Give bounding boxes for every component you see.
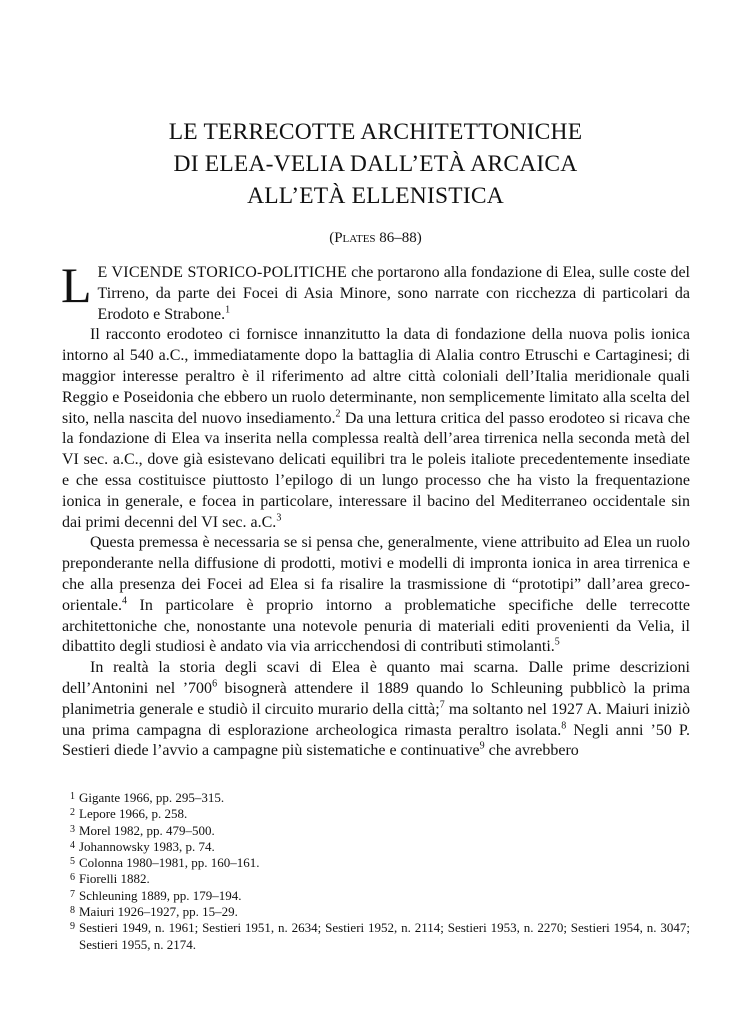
lead-in: E VICENDE STORICO-POLITICHE	[97, 264, 347, 281]
paragraph-3-text-b: In particolare è proprio intorno a problematiche specifiche delle terrecotte architettoniche che, nonostante una notevole penuria di materiali editi provenienti da Velia, il dibattito degli studiosi è andato via via arricchendosi di contributi stimolanti.	[62, 596, 690, 656]
footnote-ref-5[interactable]: 5	[554, 637, 560, 649]
footnote-text: Sestieri 1949, n. 1961; Sestieri 1951, n. 2634; Sestieri 1952, n. 2114; Sestieri 1953, n. 2270; Sestieri 1954, n. 3047; Sestieri 1955, n. 2174.	[79, 920, 690, 952]
article-title	[60, 116, 691, 212]
plates-reference: (Plates 86–88)	[329, 230, 422, 246]
paragraph-4	[62, 658, 690, 762]
footnote-text: Morel 1982, pp. 479–500.	[79, 822, 215, 838]
paragraph-1	[61, 257, 690, 325]
title-line-1: LE TERRECOTTE ARCHITETTONICHE	[168, 119, 583, 145]
paragraph-2-text-a: Il racconto erodoteo ci fornisce innanzitutto la data di fondazione della nuova polis ionica intorno al 540 a.C., immediatamente dopo la battaglia di Alalia contro Etruschi e Cartaginesi; di maggior interesse peraltro è il riferimento ad altre città coloniali dell’Italia meridionale quali Reggio e Poseidonia che ebbero un ruolo determinante, non semplicemente limitato alla scelta del sito, nella nascita del nuovo insediamento.	[62, 326, 690, 427]
footnote-number: 9	[70, 921, 75, 933]
footnote-ref-3[interactable]: 3	[276, 512, 282, 524]
footnote-text: Gigante 1966, pp. 295–315.	[79, 790, 225, 805]
footnote-number: 5	[70, 856, 75, 868]
footnote-text: Maiuri 1926–1927, pp. 15–29.	[79, 904, 238, 920]
paragraph-4-text-d: Negli anni ’50 P. Sestieri diede l’avvio a campagne più sistematiche e continuative	[62, 721, 691, 760]
footnote-text: Schleuning 1889, pp. 179–194.	[79, 887, 242, 903]
footnote	[62, 920, 690, 953]
footnote-ref-2[interactable]: 2	[335, 408, 341, 420]
footnote	[62, 823, 690, 839]
footnote-number: 8	[70, 905, 75, 917]
footnote	[62, 839, 690, 855]
title-line-2: DI ELEA-VELIA DALL’ETÀ ARCAICA	[173, 151, 578, 177]
footnote-number: 6	[70, 872, 75, 884]
paragraph-4-text-e: che avrebbero	[484, 742, 579, 760]
footnote-number: 4	[70, 839, 75, 851]
paragraph-4-text-c: ma soltanto nel 1927 A. Maiuri iniziò una prima campagna di esplorazione archeologica rimasta peraltro isolata.	[62, 700, 690, 739]
footnote-number: 3	[70, 823, 75, 835]
footnotes	[62, 790, 690, 953]
footnote-ref-6[interactable]: 6	[212, 678, 218, 690]
footnote-text: Fiorelli 1882.	[79, 871, 150, 887]
paragraph-2-text-b: Da una lettura critica del passo erodoteo si ricava che la fondazione di Elea va inserita nella complessa realtà dell’area tirrenica nella seconda metà del VI sec. a.C., dove già esistevano delicati equilibri tra le poleis italiote precedentemente insediate e che essa costituisce piuttosto l’epilogo di un lungo processo che ha visto la frequentazione ionica in generale, e focea in particolare, interessare il bacino del Mediterraneo occidentale sin dai primi decenni del VI sec. a.C.	[62, 409, 690, 531]
footnote	[62, 790, 690, 806]
footnote	[62, 806, 690, 822]
footnote-ref-9[interactable]: 9	[479, 741, 485, 752]
paragraph-2	[62, 325, 690, 533]
title-line-3: ALL’ETÀ ELLENISTICA	[247, 183, 504, 209]
footnote-number: 1	[70, 791, 75, 802]
footnote-text: Johannowsky 1983, p. 74.	[79, 838, 215, 854]
drop-cap: L	[61, 257, 92, 313]
footnote	[62, 904, 690, 920]
footnote-ref-8[interactable]: 8	[561, 720, 567, 732]
footnote-ref-1[interactable]: 1	[225, 304, 231, 316]
footnote-text: Lepore 1966, p. 258.	[79, 806, 188, 822]
paragraph-4-text-b: bisognerà attendere il 1889 quando lo Schleuning pubblicò la prima planimetria generale e studiò il circuito murario della città;	[62, 679, 690, 718]
footnote-text: Colonna 1980–1981, pp. 160–161.	[79, 855, 260, 871]
footnote-ref-4[interactable]: 4	[121, 595, 127, 607]
paragraph-3	[62, 533, 690, 658]
footnote	[62, 855, 690, 871]
footnote	[62, 871, 690, 887]
paragraph-1-text: che portarono alla fondazione di Elea, sulle coste del Tirreno, da parte dei Focei di Asia Minore, sono narrate con ricchezza di particolari da Erodoto e Strabone.	[97, 264, 690, 323]
footnote	[62, 888, 690, 904]
paragraph-3-text-a: Questa premessa è necessaria se si pensa che, generalmente, viene attribuito ad Elea un ruolo preponderante nella diffusione di prodotti, motivi e modelli di impronta ionica in area tirrenica e che alla presenza dei Focei ad Elea si fa risalire la trasmissione di “prototipi” dall’area greco-orientale.	[62, 534, 690, 614]
paragraph-4-text-a: In realtà la storia degli scavi di Elea è quanto mai scarna. Dalle prime descrizioni dell’Antonini nel ’700	[62, 659, 690, 697]
footnote-number: 7	[70, 888, 75, 900]
footnote-number: 2	[70, 807, 75, 819]
article-body	[61, 257, 691, 762]
footnote-ref-7[interactable]: 7	[439, 699, 445, 711]
